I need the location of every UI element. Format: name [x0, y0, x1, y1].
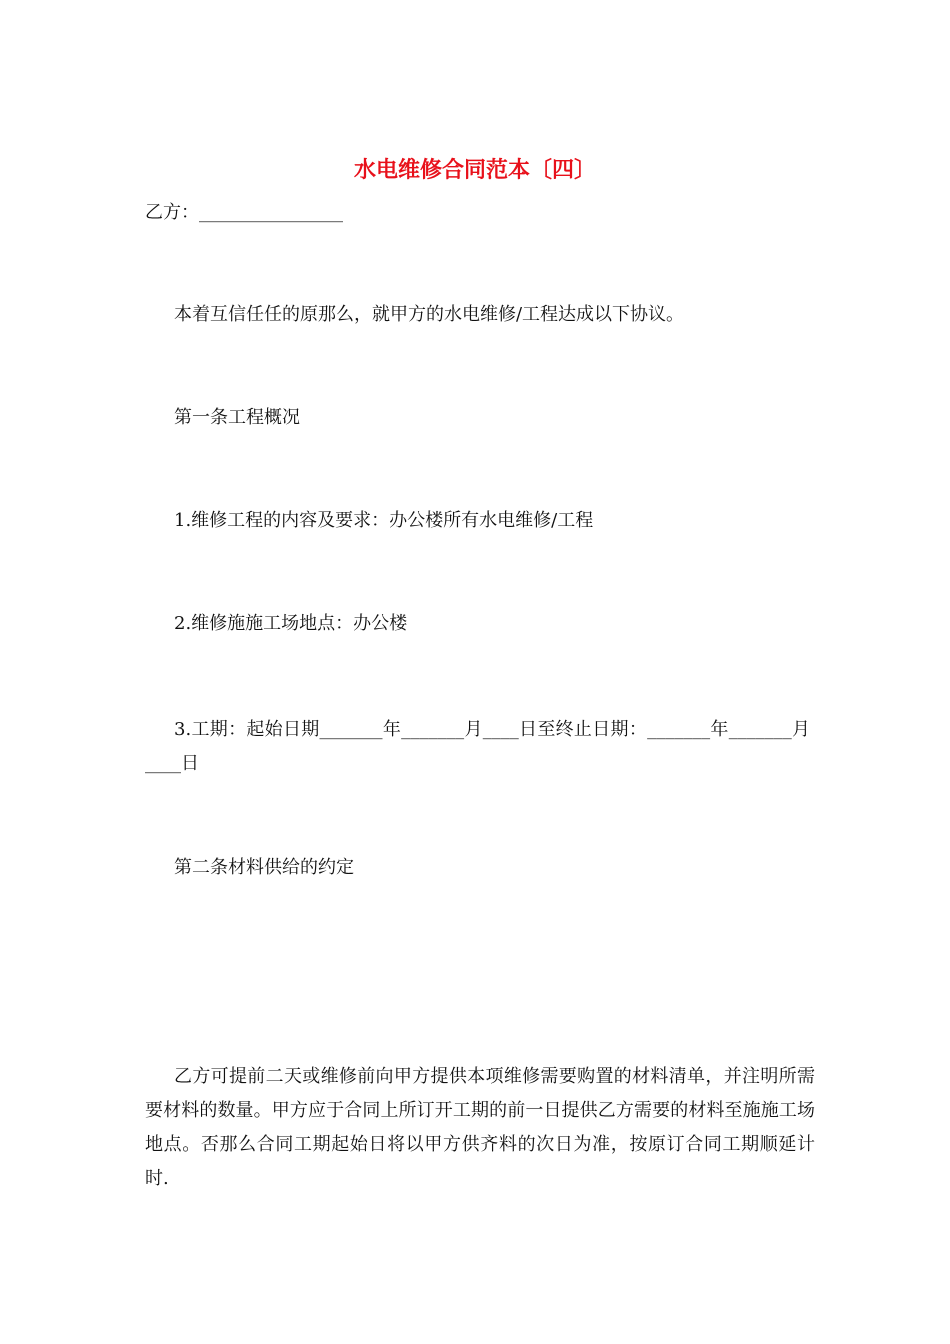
article-1-heading: 第一条工程概况: [174, 407, 300, 428]
item-3: 3.工期：起始日期_______年_______月____日至终止日期：_______年_______月____日: [145, 719, 810, 774]
document-title: 水电维修合同范本〔四〕: [353, 157, 596, 183]
article-2-body: 乙方可提前二天或维修前向甲方提供本项维修需要购置的材料清单，并注明所需要材料的数量。甲方应于合同上所订开工期的前一日提供乙方需要的材料至施施工场地点。否那么合同工期起始日将以甲方供齐料的次日为准，按原订合同工期顺延计时.: [145, 1066, 815, 1189]
party-b-label: 乙方：________________: [145, 202, 343, 223]
article-2-heading: 第二条材料供给的约定: [174, 857, 354, 878]
item-1: 1.维修工程的内容及要求：办公楼所有水电维修/工程: [174, 510, 594, 531]
intro-paragraph: 本着互信任任的原那么，就甲方的水电维修/工程达成以下协议。: [174, 304, 685, 325]
item-2: 2.维修施施工场地点：办公楼: [174, 613, 408, 634]
